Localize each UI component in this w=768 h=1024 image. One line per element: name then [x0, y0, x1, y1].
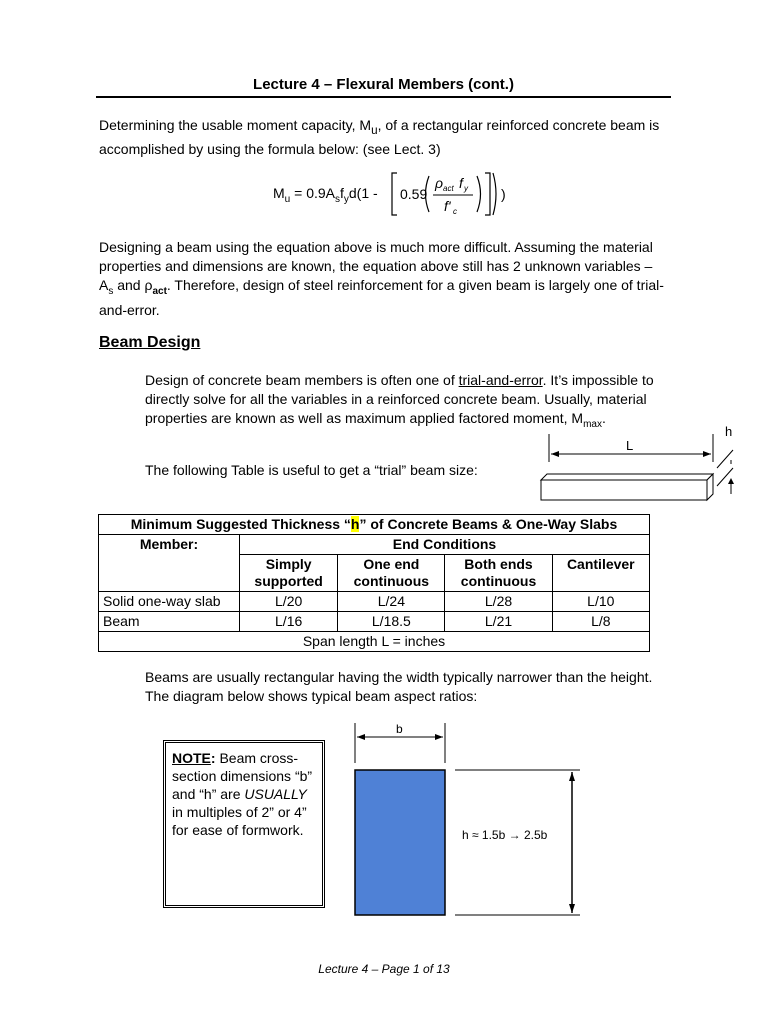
end-conditions-header: End Conditions: [240, 535, 650, 555]
table-cell: L/10: [552, 592, 649, 612]
intro-mu-sub: u: [371, 123, 378, 137]
col-header-cantilever: Cantilever: [552, 555, 649, 592]
formula-lhs: $M_u = 0.9A_sf_yd(1$ -: [273, 185, 378, 205]
thickness-table: [98, 514, 650, 652]
col-header-both-ends-continuous: Both ends continuous: [445, 555, 552, 592]
table-footer: Span length L = inches: [99, 632, 650, 652]
table-intro-text: The following Table is useful to get a “trial” beam size:: [145, 462, 478, 478]
table-row: [99, 612, 650, 632]
note-label: NOTE: [172, 750, 211, 766]
formula-num-f: f: [459, 175, 463, 191]
beam-sketch: [535, 420, 745, 510]
col-header-simply-supported: Simply supported: [240, 555, 338, 592]
formula-num-f-sub: y: [464, 184, 468, 193]
col-header-one-end-continuous: One end continuous: [338, 555, 445, 592]
formula-rho: ρ: [435, 175, 444, 191]
intro-text-a: Determining the usable moment capacity, M: [99, 117, 372, 133]
table-title: Minimum Suggested Thickness “h” of Concrete Beams & One-Way Slabs: [99, 515, 650, 535]
row-member: Beam: [99, 612, 240, 632]
title-rule: [96, 96, 671, 98]
beam-cross-section-diagram: [340, 715, 600, 930]
table-cell: L/16: [240, 612, 338, 632]
formula-bracket-expression: [389, 170, 513, 218]
formula-close: ): [501, 186, 506, 202]
table-cell: L/18.5: [338, 612, 445, 632]
cross-section-width-label: b: [396, 722, 403, 736]
intro-text-b: , of a rectangular reinforced concrete beam is accomplished by using the formula below: (see Lect. 3): [99, 117, 660, 157]
table-cell: L/24: [338, 592, 445, 612]
page-title: Lecture 4 – Flexural Members (cont.): [253, 76, 514, 93]
beam-design-paragraph: Design of concrete beam members is often one of trial-and-error. It’s impossible to directly solve for all the variables in a reinforced concrete beam. Usually, material properties are known as well as maximum applied factored moment, $M_{max}$.: [145, 372, 654, 430]
trial-and-error-text: trial-and-error: [458, 372, 543, 388]
cross-section-rect: [355, 770, 445, 915]
note-box: NOTE: Beam cross-section dimensions “b” and “h” are USUALLY in multiples of 2” or 4” for ease of formwork.: [163, 740, 325, 908]
beam-height-label: h: [725, 424, 733, 439]
member-header: Member:: [99, 535, 240, 592]
page-footer: Lecture 4 – Page 1 of 13: [318, 962, 450, 976]
formula-den: f': [444, 198, 451, 214]
cross-section-height-label: h ≈ 1.5b → 2.5b: [462, 828, 548, 842]
section-heading-beam-design: Beam Design: [99, 334, 201, 351]
table-cell: L/8: [552, 612, 649, 632]
moment-formula: [273, 170, 513, 218]
note-emphasis: USUALLY: [244, 786, 307, 802]
table-cell: L/20: [240, 592, 338, 612]
table-cell: L/21: [445, 612, 552, 632]
table-row: [99, 592, 650, 612]
formula-den-sub: c: [453, 207, 457, 216]
intro-paragraph: [99, 116, 669, 159]
table-cell: L/28: [445, 592, 552, 612]
formula-rho-sub: act: [443, 184, 454, 193]
aspect-intro-paragraph: Beams are usually rectangular having the width typically narrower than the height. The diagram below shows typical beam aspect ratios:: [145, 669, 653, 704]
beam-length-label: L: [626, 438, 634, 453]
formula-coef: 0.59: [400, 186, 428, 202]
row-member: Solid one-way slab: [99, 592, 240, 612]
design-difficulty-paragraph: Designing a beam using the equation above is much more difficult. Assuming the material properties and dimensions are known, the equation above still has 2 unknown variables – $A_s$ and $\rho_{act}$. Therefore, design of steel reinforcement for a given beam is largely one of trial-and-error.: [99, 239, 664, 318]
